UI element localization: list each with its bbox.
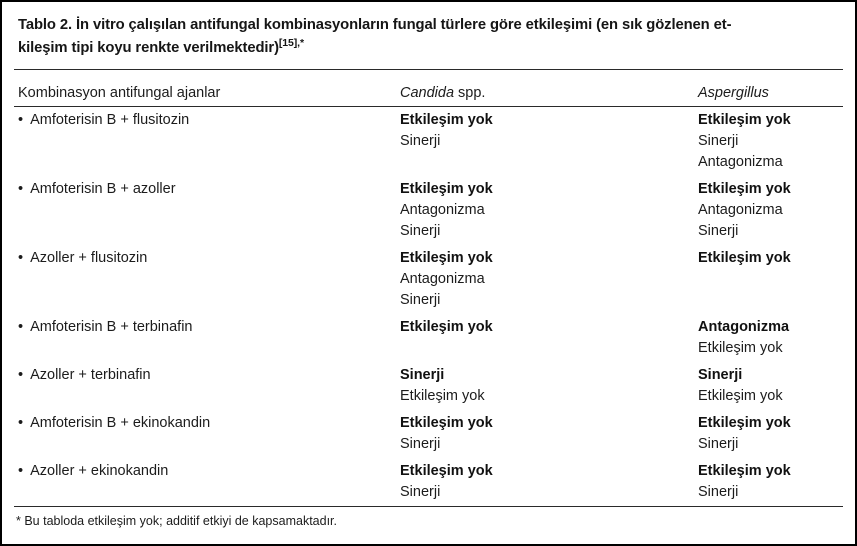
aspergillus-cell <box>698 413 843 455</box>
interaction-line: Etkileşim yok <box>698 112 791 128</box>
aspergillus-cell <box>698 110 843 173</box>
interaction-line: Etkileşim yok <box>698 463 791 479</box>
agent-cell <box>18 317 400 359</box>
table-title-line1: Tablo 2. İn vitro çalışılan antifungal kombinasyonların fungal türlere göre etkileşimi (en sık gözlenen et- <box>18 17 732 33</box>
agent-cell <box>18 110 400 173</box>
agent-label: Amfoterisin B + terbinafin <box>30 319 193 335</box>
aspergillus-cell <box>698 179 843 242</box>
citation-superscript: [15],* <box>278 37 304 50</box>
candida-cell <box>400 179 698 242</box>
interaction-line: Antagonizma <box>400 202 485 218</box>
interaction-line: Etkileşim yok <box>698 181 791 197</box>
interaction-line: Etkileşim yok <box>698 388 783 404</box>
table-title <box>2 2 855 69</box>
bullet-icon: • <box>18 112 24 128</box>
candida-spp-label: spp. <box>454 85 486 101</box>
aspergillus-cell <box>698 248 843 311</box>
interaction-line: Etkileşim yok <box>400 181 493 197</box>
interaction-line: Antagonizma <box>698 319 790 335</box>
aspergillus-genus-label: Aspergillus <box>698 85 769 101</box>
column-header-aspergillus <box>698 85 843 101</box>
bullet-icon: • <box>18 319 24 335</box>
interaction-line: Sinerji <box>400 484 441 500</box>
interaction-line: Etkileşim yok <box>400 250 493 266</box>
interaction-line: Sinerji <box>698 223 739 239</box>
interaction-line: Etkileşim yok <box>400 319 493 335</box>
agent-label: Azoller + terbinafin <box>30 367 151 383</box>
interaction-line: Etkileşim yok <box>698 340 783 356</box>
table-header-row <box>2 70 855 106</box>
bullet-icon: • <box>18 367 24 383</box>
bullet-icon: • <box>18 250 24 266</box>
interaction-line: Antagonizma <box>400 271 485 287</box>
bullet-icon: • <box>18 415 24 431</box>
bullet-icon: • <box>18 463 24 479</box>
interaction-line: Antagonizma <box>698 154 783 170</box>
agent-cell <box>18 413 400 455</box>
table-footnote: * Bu tabloda etkileşim yok; additif etkiyi de kapsamaktadır. <box>16 514 337 528</box>
interaction-line: Sinerji <box>698 484 739 500</box>
interaction-line: Etkileşim yok <box>698 415 791 431</box>
table-row <box>2 410 855 458</box>
agent-cell <box>18 179 400 242</box>
agent-label: Amfoterisin B + flusitozin <box>30 112 190 128</box>
interaction-line: Etkileşim yok <box>400 415 493 431</box>
agent-cell <box>18 365 400 407</box>
aspergillus-cell <box>698 317 843 359</box>
table-body <box>2 107 855 506</box>
interaction-line: Sinerji <box>698 133 739 149</box>
bullet-icon: • <box>18 181 24 197</box>
table-row <box>2 458 855 506</box>
agent-label: Azoller + flusitozin <box>30 250 148 266</box>
candida-cell <box>400 317 698 359</box>
interaction-line: Etkileşim yok <box>400 112 493 128</box>
interaction-line: Sinerji <box>698 436 739 452</box>
interaction-line: Antagonizma <box>698 202 783 218</box>
interaction-line: Etkileşim yok <box>400 463 493 479</box>
table-title-line2: kileşim tipi koyu renkte verilmektedir) <box>18 40 279 56</box>
interaction-line: Etkileşim yok <box>400 388 485 404</box>
aspergillus-cell <box>698 365 843 407</box>
candida-cell <box>400 461 698 503</box>
interaction-line: Sinerji <box>400 223 441 239</box>
table-row <box>2 176 855 245</box>
agent-label: Azoller + ekinokandin <box>30 463 169 479</box>
candida-cell <box>400 413 698 455</box>
interaction-line: Sinerji <box>400 133 441 149</box>
table-row <box>2 245 855 314</box>
interaction-line: Sinerji <box>400 292 441 308</box>
candida-cell <box>400 110 698 173</box>
agent-label: Amfoterisin B + azoller <box>30 181 176 197</box>
column-header-candida <box>400 85 698 101</box>
column-header-agents: Kombinasyon antifungal ajanlar <box>18 85 221 101</box>
agent-cell <box>18 461 400 503</box>
candida-cell <box>400 248 698 311</box>
table-row <box>2 314 855 362</box>
interaction-line: Sinerji <box>698 367 743 383</box>
interaction-line: Sinerji <box>400 367 445 383</box>
agent-label: Amfoterisin B + ekinokandin <box>30 415 211 431</box>
candida-genus-label: Candida <box>400 85 455 101</box>
table-row <box>2 362 855 410</box>
table-row <box>2 107 855 176</box>
aspergillus-cell <box>698 461 843 503</box>
agent-cell <box>18 248 400 311</box>
interaction-line: Sinerji <box>400 436 441 452</box>
candida-cell <box>400 365 698 407</box>
interaction-line: Etkileşim yok <box>698 250 791 266</box>
